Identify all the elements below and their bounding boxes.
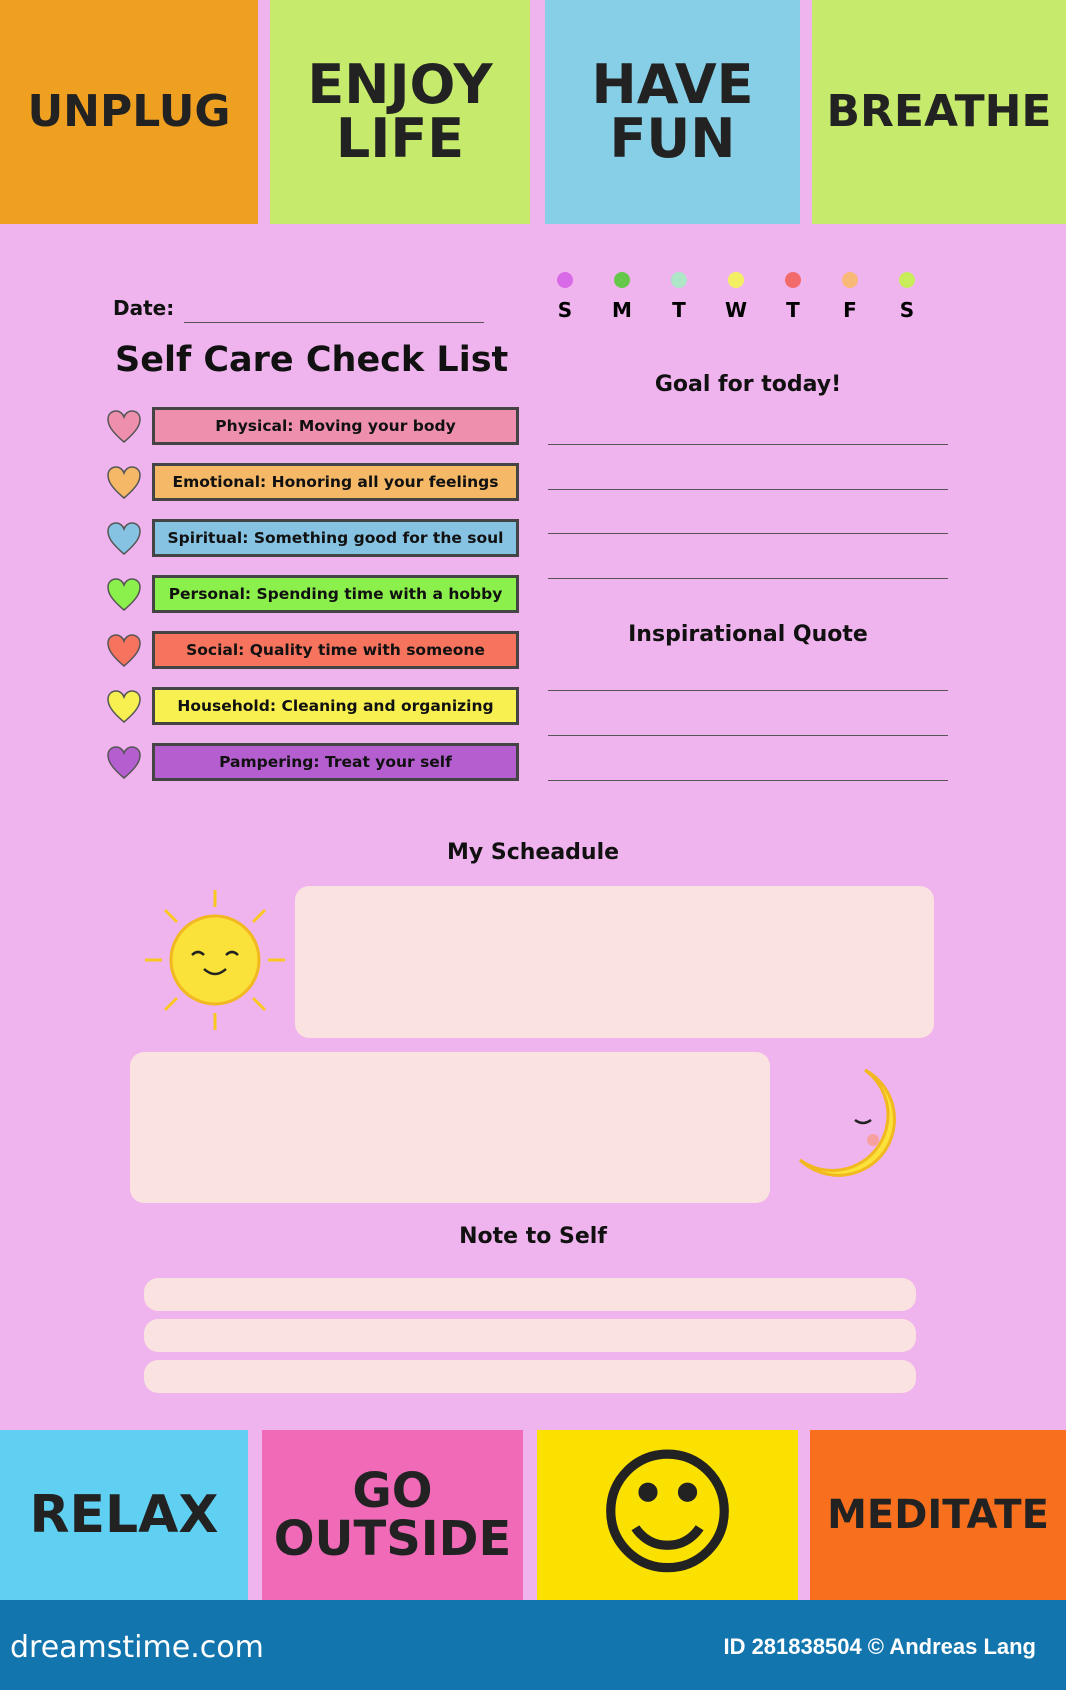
sticky-note: BREATHE: [812, 0, 1066, 224]
day-letter: M: [612, 298, 632, 322]
day-toggle[interactable]: [545, 272, 585, 322]
sun-icon: [140, 885, 290, 1035]
goal-title: Goal for today!: [654, 372, 842, 397]
day-toggle[interactable]: [830, 272, 870, 322]
day-dot: [842, 272, 858, 288]
heart-checkbox-icon[interactable]: [106, 521, 142, 557]
heart-checkbox-icon[interactable]: [106, 577, 142, 613]
date-line: [184, 322, 484, 323]
day-toggle[interactable]: [659, 272, 699, 322]
goal-line[interactable]: [548, 444, 948, 445]
day-dot: [728, 272, 744, 288]
moon-icon: [795, 1065, 920, 1185]
note-line[interactable]: [144, 1319, 916, 1352]
day-toggle[interactable]: [773, 272, 813, 322]
date-label: Date:: [113, 296, 175, 320]
checklist-item: Emotional: Honoring all your feelings: [152, 463, 519, 501]
footer: [0, 1600, 1066, 1690]
checklist-item: Household: Cleaning and organizing: [152, 687, 519, 725]
day-letter: T: [672, 298, 686, 322]
heart-checkbox-icon[interactable]: [106, 745, 142, 781]
morning-schedule-box[interactable]: [295, 886, 934, 1038]
heart-checkbox-icon[interactable]: [106, 465, 142, 501]
day-dot: [614, 272, 630, 288]
day-toggle[interactable]: [716, 272, 756, 322]
checklist-item: Personal: Spending time with a hobby: [152, 575, 519, 613]
checklist-item: Physical: Moving your body: [152, 407, 519, 445]
photo-credit: ID 281838504 © Andreas Lang: [723, 1634, 1036, 1659]
quote-line[interactable]: [548, 780, 948, 781]
note-title: Note to Self: [459, 1224, 607, 1249]
sticky-note: HAVE FUN: [545, 0, 800, 224]
checklist-item: Spiritual: Something good for the soul: [152, 519, 519, 557]
heart-checkbox-icon[interactable]: [106, 689, 142, 725]
heart-checkbox-icon[interactable]: [106, 633, 142, 669]
checklist-title: Self Care Check List: [115, 340, 509, 380]
day-letter: W: [724, 298, 748, 322]
day-dot: [899, 272, 915, 288]
sticky-note: GO OUTSIDE: [262, 1430, 523, 1600]
goal-line[interactable]: [548, 578, 948, 579]
checklist-item: Social: Quality time with someone: [152, 631, 519, 669]
quote-line[interactable]: [548, 690, 948, 691]
evening-schedule-box[interactable]: [130, 1052, 770, 1203]
sticky-note: ENJOY LIFE: [270, 0, 530, 224]
day-letter: S: [557, 298, 573, 322]
day-dot: [785, 272, 801, 288]
day-letter: T: [786, 298, 800, 322]
day-toggle[interactable]: [887, 272, 927, 322]
day-dot: [557, 272, 573, 288]
note-line[interactable]: [144, 1360, 916, 1393]
day-letter: S: [899, 298, 915, 322]
goal-line[interactable]: [548, 533, 948, 534]
sticky-note: RELAX: [0, 1430, 248, 1600]
checklist-item: Pampering: Treat your self: [152, 743, 519, 781]
sticky-note: MEDITATE: [810, 1430, 1066, 1600]
quote-title: Inspirational Quote: [628, 622, 868, 647]
day-toggle[interactable]: [602, 272, 642, 322]
heart-checkbox-icon[interactable]: [106, 409, 142, 445]
day-letter: F: [843, 298, 857, 322]
quote-line[interactable]: [548, 735, 948, 736]
note-line[interactable]: [144, 1278, 916, 1311]
sticky-note: UNPLUG: [0, 0, 258, 224]
goal-line[interactable]: [548, 489, 948, 490]
sticky-note: ☺: [537, 1430, 798, 1600]
brand-logo: dreamstime.com: [10, 1630, 264, 1665]
schedule-title: My Scheadule: [446, 840, 620, 865]
day-dot: [671, 272, 687, 288]
